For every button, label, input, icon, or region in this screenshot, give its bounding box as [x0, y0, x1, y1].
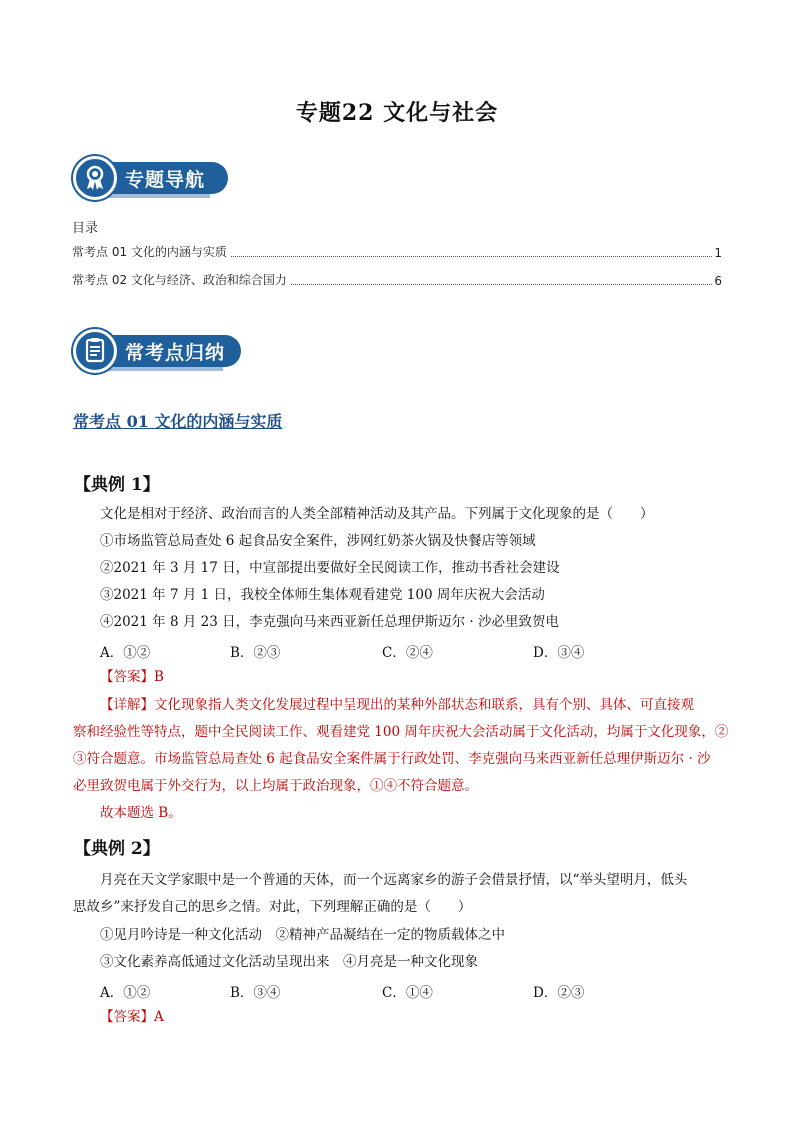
option-c: C．②④: [382, 645, 433, 661]
option-b: B．③④: [230, 985, 281, 1001]
example2-question-line: 月亮在天文学家眼中是一个普通的天体，而一个远离家乡的游子会借景抒情，以“举头望明月，低头: [100, 872, 688, 888]
answer-value: B: [154, 669, 164, 685]
example2-heading: 【典例 2】: [74, 839, 160, 859]
example1-question: 文化是相对于经济、政治而言的人类全部精神活动及其产品。下列属于文化现象的是（ ）: [100, 506, 654, 522]
option-d: D．③④: [533, 645, 585, 661]
summary-banner: [73, 329, 241, 373]
answer-value: A: [154, 1009, 164, 1025]
option-a: A．①②: [100, 645, 151, 661]
option-a: A．①②: [100, 985, 151, 1001]
example1-item: ③2021 年 7 月 1 日，我校全体师生集体观看建党 100 周年庆祝大会活动: [100, 587, 545, 603]
detail-tag: 【详解】: [100, 697, 154, 713]
example2-question-line: 思故乡”来抒发自己的思乡之情。对此，下列理解正确的是（ ）: [73, 899, 472, 915]
nav-banner-label: 专题导航: [125, 169, 206, 191]
toc-item-page: 1: [714, 246, 722, 260]
detail-text: 文化现象指人类文化发展过程中呈现出的某种外部状态和联系，具有个别、具体、可直接观: [154, 697, 694, 713]
answer-tag: 【答案】: [100, 1009, 154, 1025]
example1-item: ②2021 年 3 月 17 日，中宣部提出要做好全民阅读工作，推动书香社会建设: [100, 560, 560, 576]
award-ribbon-icon: [73, 156, 117, 200]
toc-item-label: 常考点 02 文化与经济、政治和综合国力: [72, 273, 287, 287]
example1-detail-line: [100, 696, 694, 714]
toc-heading: 目录: [72, 221, 99, 236]
example1-heading: 【典例 1】: [74, 475, 160, 495]
example1-detail-line: 必里致贺电属于外交行为，以上均属于政治现象，①④不符合题意。: [73, 778, 478, 794]
example2-item: ③文化素养高低通过文化活动呈现出来 ④月亮是一种文化现象: [100, 954, 478, 970]
example2-answer: [100, 1008, 164, 1026]
toc-item[interactable]: [72, 271, 722, 288]
option-d: D．②③: [533, 985, 585, 1001]
clipboard-icon: [73, 329, 117, 373]
toc-item-label: 常考点 01 文化的内涵与实质: [72, 245, 227, 259]
summary-banner-label: 常考点归纳: [125, 342, 226, 364]
example1-item: ①市场监管总局查处 6 起食品安全案件，涉网红奶茶火锅及快餐店等领域: [100, 533, 536, 549]
example2-item: ①见月吟诗是一种文化活动 ②精神产品凝结在一定的物质载体之中: [100, 927, 505, 943]
answer-tag: 【答案】: [100, 669, 154, 685]
section-title: 常考点 01 文化的内涵与实质: [73, 412, 283, 431]
example1-item: ④2021 年 8 月 23 日，李克强向马来西亚新任总理伊斯迈尔 · 沙必里致贺电: [100, 614, 559, 630]
example1-detail-line: 察和经验性等特点，题中全民阅读工作、观看建党 100 周年庆祝大会活动属于文化活动，均属于文化现象，②: [73, 724, 729, 740]
page-title: 专题22 文化与社会: [295, 100, 499, 126]
toc-item[interactable]: [72, 243, 722, 260]
nav-banner: [73, 156, 228, 200]
option-c: C．①④: [382, 985, 433, 1001]
toc-item-page: 6: [714, 274, 722, 288]
option-b: B．②③: [230, 645, 281, 661]
example1-answer: [100, 668, 164, 686]
example1-detail-line: ③符合题意。市场监管总局查处 6 起食品安全案件属于行政处罚、李克强向马来西亚新任总理伊斯迈尔 · 沙: [73, 751, 711, 767]
example1-conclusion: 故本题选 B。: [100, 805, 182, 821]
